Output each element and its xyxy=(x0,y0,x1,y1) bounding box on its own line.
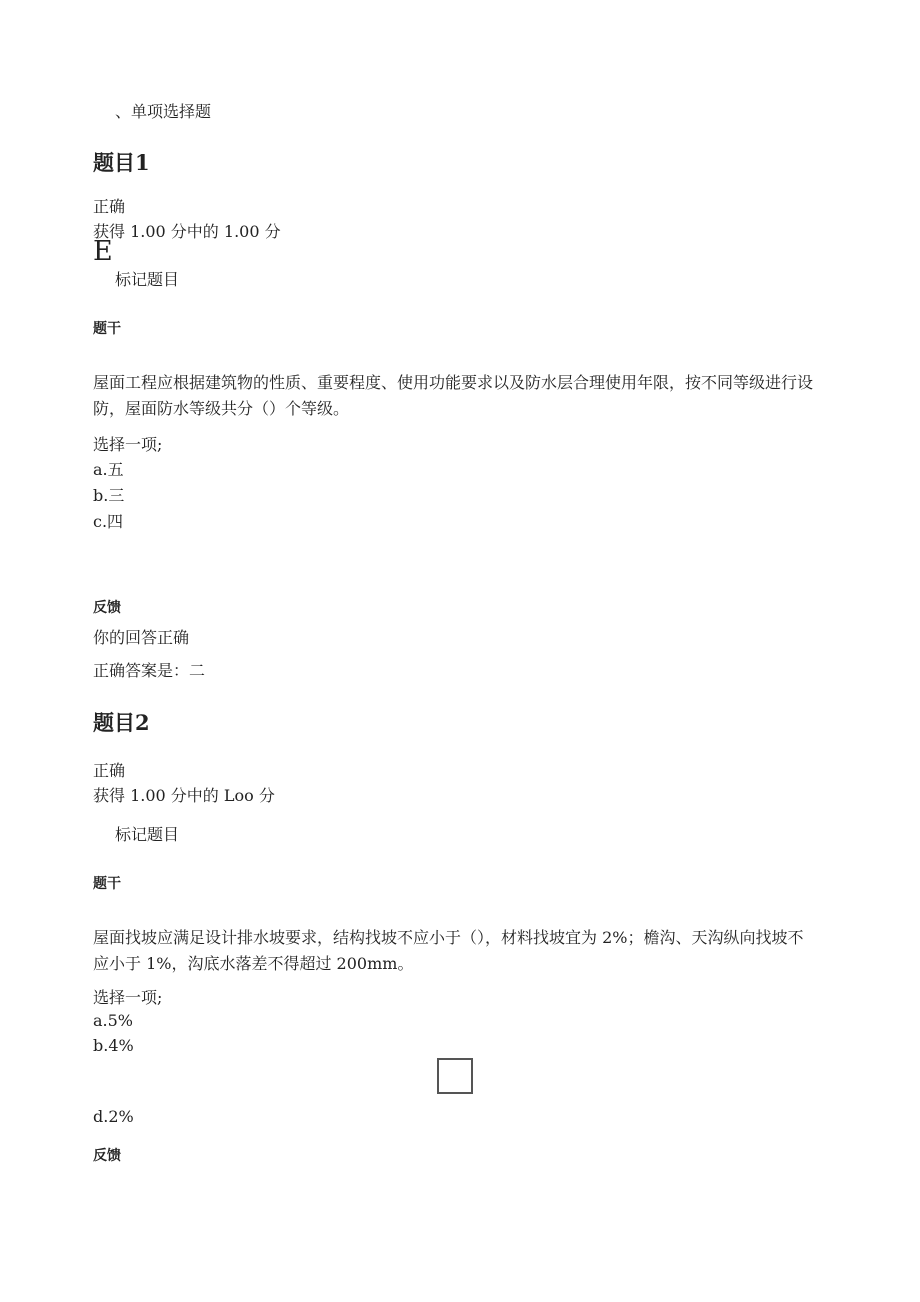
question-1-stem-label: 题干 xyxy=(93,321,121,337)
question-2-choose-label: 选择一项; xyxy=(93,988,163,1007)
question-number: 1 xyxy=(135,150,150,175)
question-1-title xyxy=(93,147,150,177)
question-2-option-a[interactable]: a.5% xyxy=(93,1011,134,1030)
question-2-feedback-label: 反馈 xyxy=(93,1148,121,1164)
question-1-stem: 屋面工程应根据建筑物的性质、重要程度、使用功能要求以及防水层合理使用年限，按不同等级进行设防，屋面防水等级共分（）个等级。 xyxy=(93,373,814,418)
question-1-status: 正确 xyxy=(93,197,126,216)
question-title-prefix: 题目 xyxy=(93,151,135,175)
question-number: 2 xyxy=(135,710,150,735)
question-2-score: 获得 1.00 分中的 Loo 分 xyxy=(93,786,275,805)
section-title: 、单项选择题 xyxy=(115,102,212,121)
question-1-correct-answer: 正确答案是：二 xyxy=(93,661,206,680)
question-1-choose-label: 选择一项; xyxy=(93,435,163,454)
flag-question-link[interactable]: 标记题目 xyxy=(115,270,180,289)
flag-question-link[interactable]: 标记题目 xyxy=(115,825,180,844)
question-1-feedback-text: 你的回答正确 xyxy=(93,628,190,647)
question-1-feedback-label: 反馈 xyxy=(93,600,121,616)
question-2-status: 正确 xyxy=(93,761,126,780)
question-1-option-b[interactable]: b.三 xyxy=(93,486,125,505)
broken-image-placeholder xyxy=(437,1058,473,1094)
question-1-score: 获得 1.00 分中的 1.00 分 xyxy=(93,222,281,241)
question-1-option-a[interactable]: a.五 xyxy=(93,460,124,479)
question-2-stem: 屋面找坡应满足设计排水坡要求，结构找坡不应小于（），材料找坡宜为 2%；檐沟、天沟纵向找坡不应小于 1%，沟底水落差不得超过 200mm。 xyxy=(93,928,804,973)
question-title-prefix: 题目 xyxy=(93,711,135,735)
question-1-option-c[interactable]: c.四 xyxy=(93,512,124,531)
question-2-option-d[interactable]: d.2% xyxy=(93,1107,134,1126)
flag-icon[interactable]: E xyxy=(93,236,113,267)
question-2-title xyxy=(93,707,150,737)
question-2-option-b[interactable]: b.4% xyxy=(93,1036,134,1055)
question-2-stem-label: 题干 xyxy=(93,876,121,892)
